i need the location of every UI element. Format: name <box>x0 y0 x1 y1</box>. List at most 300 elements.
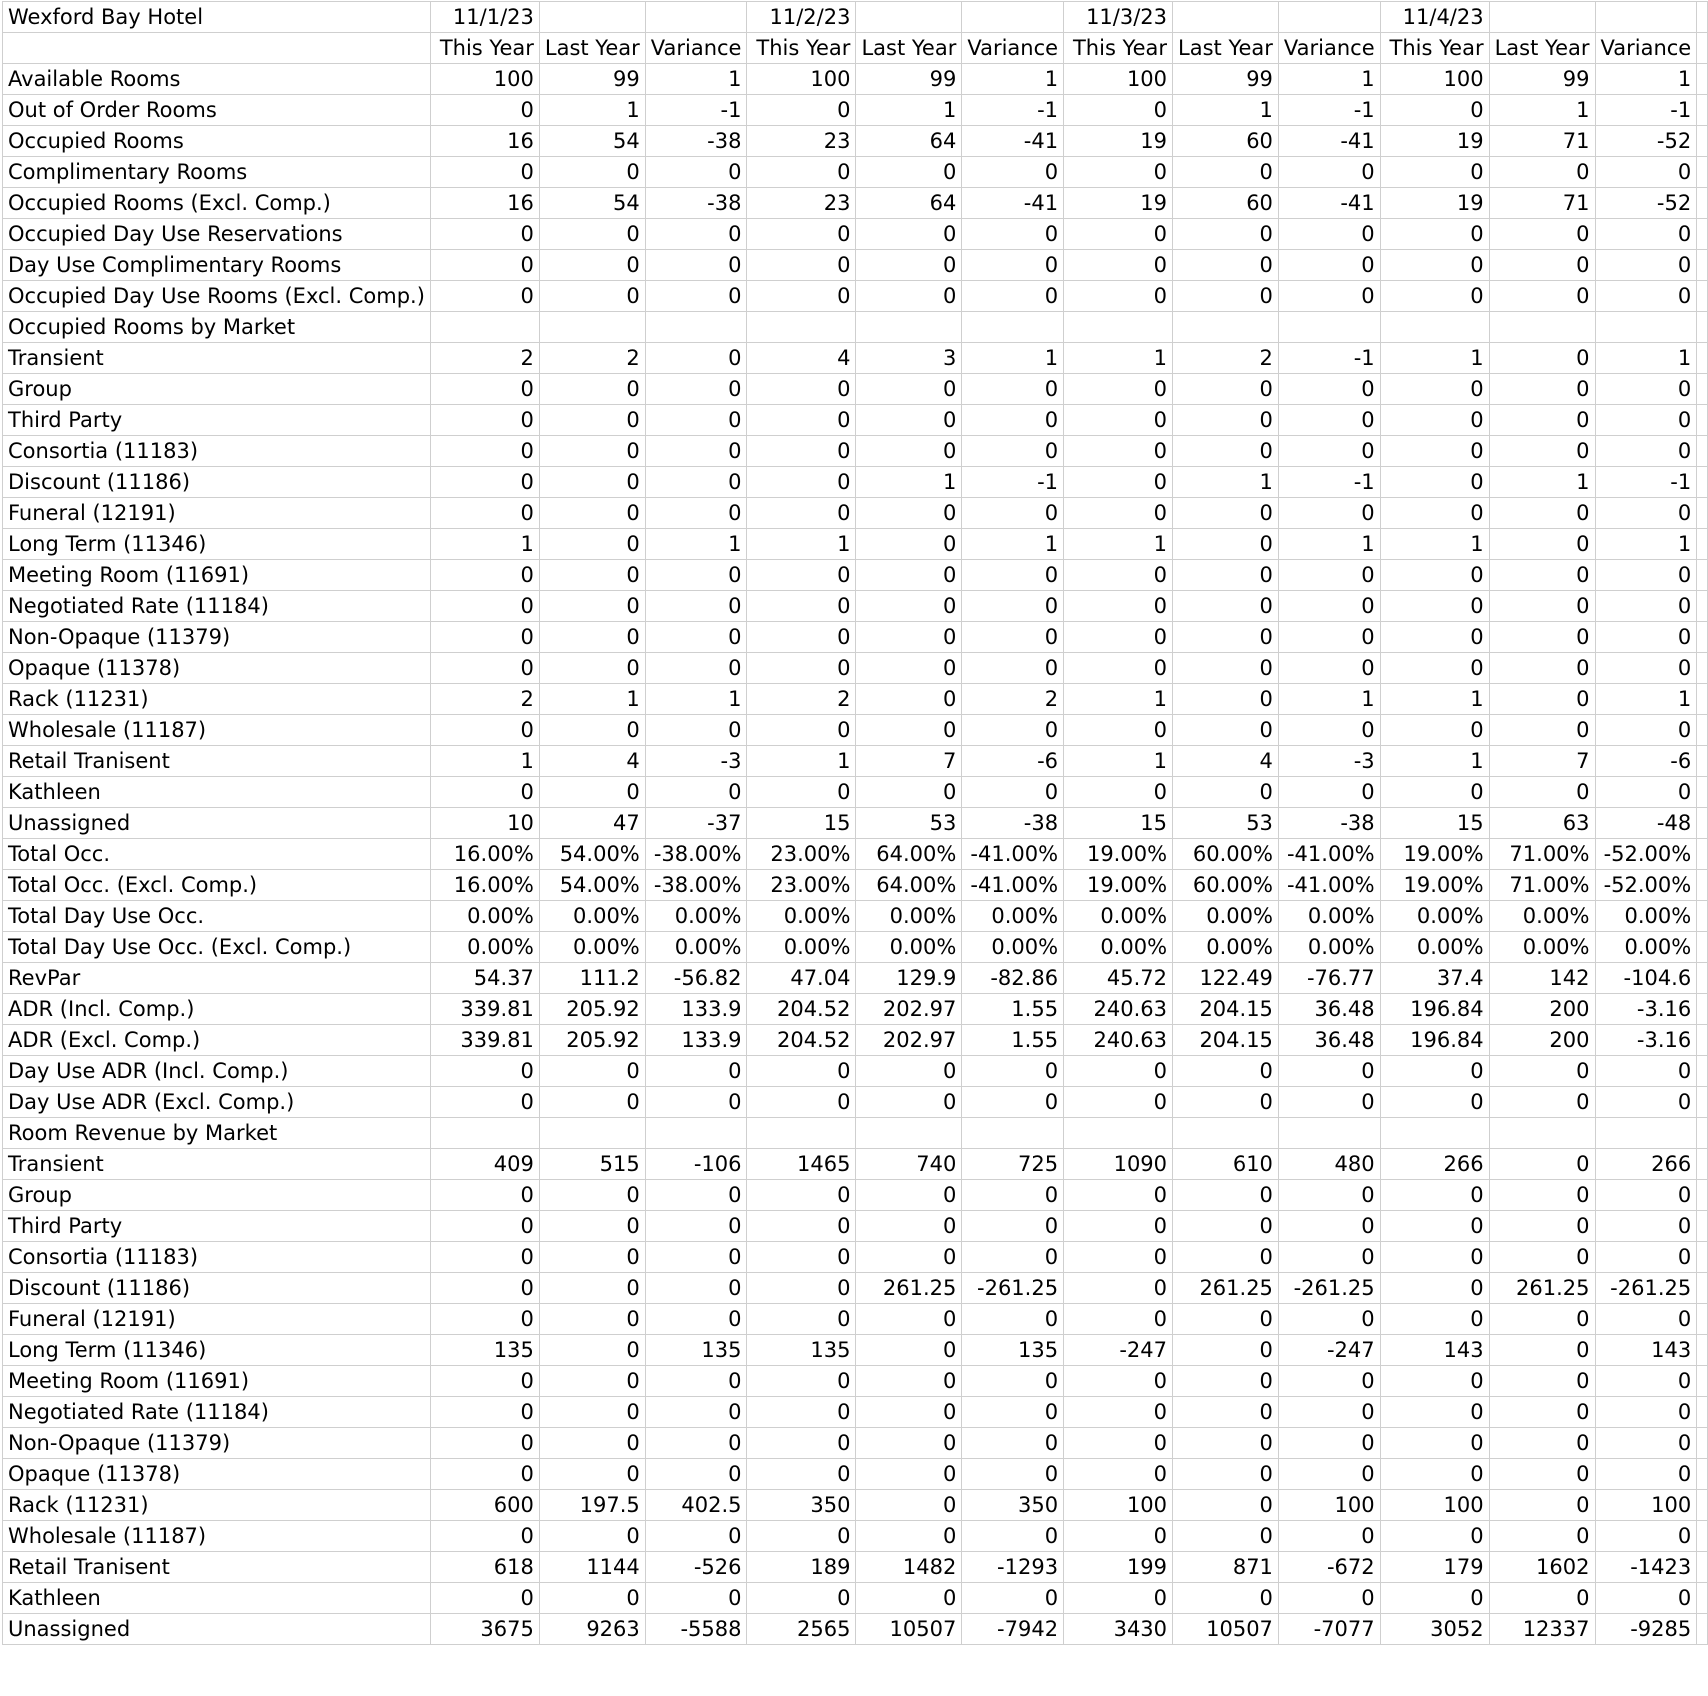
value-cell[interactable]: 0 <box>962 1087 1064 1118</box>
value-cell[interactable]: 0.00% <box>1380 932 1489 963</box>
value-cell[interactable]: 0.00% <box>430 932 539 963</box>
value-cell[interactable]: 1 <box>962 64 1064 95</box>
value-cell[interactable]: 0.00% <box>856 932 962 963</box>
date-header-cell[interactable]: 11/4/23 <box>1380 2 1489 33</box>
value-cell[interactable]: 1 <box>856 95 962 126</box>
value-cell[interactable]: 0 <box>1173 1428 1279 1459</box>
value-cell[interactable]: 0 <box>1380 622 1489 653</box>
value-cell[interactable]: 0.00% <box>1173 901 1279 932</box>
value-cell[interactable]: 0 <box>1489 1521 1595 1552</box>
subheader-cell[interactable]: This Year <box>747 33 856 64</box>
value-cell[interactable]: 1 <box>1380 684 1489 715</box>
value-cell[interactable]: 0 <box>1380 1056 1489 1087</box>
value-cell[interactable]: 100 <box>1595 1490 1697 1521</box>
value-cell[interactable]: 197.5 <box>539 1490 645 1521</box>
value-cell[interactable]: 0 <box>962 498 1064 529</box>
value-cell[interactable]: 0 <box>962 1242 1064 1273</box>
value-cell[interactable]: 0 <box>1278 715 1380 746</box>
value-cell[interactable]: 200 <box>1489 994 1595 1025</box>
value-cell[interactable]: 12337 <box>1489 1614 1595 1645</box>
empty-cell[interactable] <box>1697 64 1708 95</box>
value-cell[interactable]: 0 <box>1380 436 1489 467</box>
value-cell[interactable]: 1 <box>1064 343 1173 374</box>
value-cell[interactable]: 0 <box>539 1366 645 1397</box>
value-cell[interactable]: 0 <box>1064 715 1173 746</box>
value-cell[interactable]: 0 <box>856 1490 962 1521</box>
empty-cell[interactable] <box>1595 2 1697 33</box>
value-cell[interactable]: 0 <box>1064 622 1173 653</box>
value-cell[interactable]: 0 <box>1278 281 1380 312</box>
empty-cell[interactable] <box>1697 1397 1708 1428</box>
value-cell[interactable]: 0 <box>1595 591 1697 622</box>
value-cell[interactable]: 2 <box>430 343 539 374</box>
value-cell[interactable]: 0 <box>747 95 856 126</box>
value-cell[interactable]: 1 <box>1064 684 1173 715</box>
value-cell[interactable]: 0 <box>747 1428 856 1459</box>
empty-cell[interactable] <box>1697 405 1708 436</box>
value-cell[interactable] <box>1278 1118 1380 1149</box>
value-cell[interactable]: 23 <box>747 188 856 219</box>
value-cell[interactable]: 0 <box>430 1459 539 1490</box>
value-cell[interactable]: 2 <box>962 684 1064 715</box>
value-cell[interactable]: 0 <box>1380 715 1489 746</box>
value-cell[interactable]: -672 <box>1278 1552 1380 1583</box>
value-cell[interactable]: 0 <box>856 1335 962 1366</box>
value-cell[interactable]: 0 <box>856 374 962 405</box>
value-cell[interactable]: 0 <box>856 1056 962 1087</box>
value-cell[interactable]: 1 <box>1595 64 1697 95</box>
value-cell[interactable] <box>747 1118 856 1149</box>
value-cell[interactable]: 99 <box>539 64 645 95</box>
value-cell[interactable]: 1 <box>1380 746 1489 777</box>
value-cell[interactable]: 0 <box>1173 374 1279 405</box>
value-cell[interactable]: 2 <box>539 343 645 374</box>
row-label-cell[interactable]: Total Day Use Occ. <box>3 901 431 932</box>
value-cell[interactable]: 0 <box>1489 1180 1595 1211</box>
value-cell[interactable]: 0 <box>1380 95 1489 126</box>
value-cell[interactable]: 0 <box>539 1521 645 1552</box>
value-cell[interactable]: 0 <box>645 436 747 467</box>
value-cell[interactable]: 0.00% <box>1595 932 1697 963</box>
value-cell[interactable]: 0 <box>1278 653 1380 684</box>
value-cell[interactable]: 0 <box>856 281 962 312</box>
value-cell[interactable]: 0 <box>1064 1428 1173 1459</box>
empty-cell[interactable] <box>1697 653 1708 684</box>
value-cell[interactable]: 339.81 <box>430 1025 539 1056</box>
row-label-cell[interactable]: Day Use ADR (Incl. Comp.) <box>3 1056 431 1087</box>
value-cell[interactable]: 53 <box>856 808 962 839</box>
value-cell[interactable]: 0 <box>1278 1056 1380 1087</box>
value-cell[interactable]: 0 <box>747 1056 856 1087</box>
value-cell[interactable] <box>1173 312 1279 343</box>
value-cell[interactable]: 0 <box>1278 498 1380 529</box>
value-cell[interactable]: 0 <box>1064 498 1173 529</box>
value-cell[interactable]: 1 <box>1489 95 1595 126</box>
value-cell[interactable]: 0 <box>1064 219 1173 250</box>
value-cell[interactable]: 0 <box>856 715 962 746</box>
value-cell[interactable]: 0 <box>1278 157 1380 188</box>
value-cell[interactable]: 0 <box>1380 1180 1489 1211</box>
value-cell[interactable]: 0 <box>430 622 539 653</box>
empty-cell[interactable] <box>1697 1490 1708 1521</box>
value-cell[interactable]: 0 <box>747 560 856 591</box>
value-cell[interactable]: 0 <box>962 1304 1064 1335</box>
value-cell[interactable]: 0 <box>645 498 747 529</box>
value-cell[interactable]: -41.00% <box>1278 870 1380 901</box>
value-cell[interactable]: 0 <box>1278 1459 1380 1490</box>
value-cell[interactable]: 1 <box>645 64 747 95</box>
value-cell[interactable]: 0 <box>1595 622 1697 653</box>
value-cell[interactable]: 0 <box>962 1459 1064 1490</box>
value-cell[interactable]: 0 <box>645 1583 747 1614</box>
value-cell[interactable]: 0 <box>1489 1366 1595 1397</box>
value-cell[interactable]: 0 <box>430 653 539 684</box>
value-cell[interactable]: 10 <box>430 808 539 839</box>
value-cell[interactable]: 100 <box>747 64 856 95</box>
value-cell[interactable]: 0 <box>1278 1242 1380 1273</box>
value-cell[interactable]: 0 <box>1380 374 1489 405</box>
row-label-cell[interactable]: Occupied Rooms (Excl. Comp.) <box>3 188 431 219</box>
value-cell[interactable]: 0 <box>1173 219 1279 250</box>
value-cell[interactable]: 0 <box>1173 1087 1279 1118</box>
value-cell[interactable]: 0 <box>1064 281 1173 312</box>
value-cell[interactable]: 0 <box>856 1459 962 1490</box>
value-cell[interactable]: 204.52 <box>747 994 856 1025</box>
value-cell[interactable]: 0 <box>645 343 747 374</box>
value-cell[interactable]: 1144 <box>539 1552 645 1583</box>
value-cell[interactable]: 0 <box>539 1304 645 1335</box>
empty-cell[interactable] <box>539 2 645 33</box>
value-cell[interactable]: 0 <box>962 1180 1064 1211</box>
value-cell[interactable]: 64.00% <box>856 839 962 870</box>
value-cell[interactable]: 4 <box>747 343 856 374</box>
empty-cell[interactable] <box>1697 33 1708 64</box>
value-cell[interactable]: 15 <box>1380 808 1489 839</box>
value-cell[interactable]: -48 <box>1595 808 1697 839</box>
value-cell[interactable]: 0 <box>430 467 539 498</box>
value-cell[interactable]: 0 <box>1380 1087 1489 1118</box>
value-cell[interactable]: 0 <box>747 777 856 808</box>
empty-cell[interactable] <box>1697 467 1708 498</box>
value-cell[interactable]: 0 <box>430 436 539 467</box>
value-cell[interactable]: 99 <box>1489 64 1595 95</box>
value-cell[interactable]: 0 <box>1489 560 1595 591</box>
value-cell[interactable]: 0 <box>747 467 856 498</box>
value-cell[interactable]: -38 <box>1278 808 1380 839</box>
value-cell[interactable]: 0 <box>1278 436 1380 467</box>
value-cell[interactable]: 0 <box>962 250 1064 281</box>
row-label-cell[interactable]: Opaque (11378) <box>3 1459 431 1490</box>
value-cell[interactable]: 0.00% <box>747 932 856 963</box>
value-cell[interactable]: 0 <box>747 1366 856 1397</box>
value-cell[interactable]: 0 <box>747 591 856 622</box>
subheader-cell[interactable]: Variance <box>1595 33 1697 64</box>
value-cell[interactable]: -261.25 <box>962 1273 1064 1304</box>
empty-cell[interactable] <box>856 2 962 33</box>
value-cell[interactable]: 0 <box>747 715 856 746</box>
value-cell[interactable]: 0 <box>430 1087 539 1118</box>
row-label-cell[interactable]: Meeting Room (11691) <box>3 560 431 591</box>
empty-cell[interactable] <box>1697 1335 1708 1366</box>
date-header-cell[interactable]: 11/3/23 <box>1064 2 1173 33</box>
value-cell[interactable]: 0 <box>1489 1242 1595 1273</box>
empty-cell[interactable] <box>1489 2 1595 33</box>
value-cell[interactable]: 53 <box>1173 808 1279 839</box>
value-cell[interactable]: 0 <box>1380 405 1489 436</box>
value-cell[interactable]: 60.00% <box>1173 839 1279 870</box>
value-cell[interactable]: 0 <box>1380 1366 1489 1397</box>
value-cell[interactable]: 0 <box>962 1056 1064 1087</box>
value-cell[interactable]: -6 <box>1595 746 1697 777</box>
value-cell[interactable]: 0 <box>539 591 645 622</box>
value-cell[interactable]: 100 <box>430 64 539 95</box>
value-cell[interactable]: 64 <box>856 126 962 157</box>
empty-cell[interactable] <box>1697 1304 1708 1335</box>
value-cell[interactable]: 871 <box>1173 1552 1279 1583</box>
subheader-cell[interactable]: This Year <box>1064 33 1173 64</box>
value-cell[interactable]: 0 <box>1489 1149 1595 1180</box>
value-cell[interactable]: 0 <box>430 1211 539 1242</box>
value-cell[interactable]: 0 <box>1064 157 1173 188</box>
row-label-cell[interactable]: Consortia (11183) <box>3 436 431 467</box>
empty-cell[interactable] <box>1697 1211 1708 1242</box>
value-cell[interactable]: 129.9 <box>856 963 962 994</box>
value-cell[interactable]: 3052 <box>1380 1614 1489 1645</box>
empty-cell[interactable] <box>1697 870 1708 901</box>
empty-cell[interactable] <box>1697 188 1708 219</box>
value-cell[interactable]: 0 <box>539 715 645 746</box>
value-cell[interactable]: 0 <box>430 560 539 591</box>
value-cell[interactable]: 0 <box>1489 343 1595 374</box>
value-cell[interactable]: 143 <box>1595 1335 1697 1366</box>
value-cell[interactable]: 143 <box>1380 1335 1489 1366</box>
value-cell[interactable]: 0 <box>539 498 645 529</box>
value-cell[interactable]: 0 <box>962 1428 1064 1459</box>
empty-cell[interactable] <box>1697 1273 1708 1304</box>
value-cell[interactable]: 0 <box>1173 157 1279 188</box>
value-cell[interactable]: 0 <box>645 1428 747 1459</box>
empty-cell[interactable] <box>1697 281 1708 312</box>
date-header-cell[interactable]: 11/1/23 <box>430 2 539 33</box>
value-cell[interactable]: 0 <box>962 219 1064 250</box>
value-cell[interactable]: 0 <box>539 560 645 591</box>
row-label-cell[interactable]: Kathleen <box>3 777 431 808</box>
empty-cell[interactable] <box>1697 932 1708 963</box>
value-cell[interactable]: -9285 <box>1595 1614 1697 1645</box>
value-cell[interactable]: 0 <box>962 281 1064 312</box>
value-cell[interactable]: 0 <box>1489 529 1595 560</box>
value-cell[interactable]: 0 <box>539 281 645 312</box>
value-cell[interactable]: 0 <box>1489 436 1595 467</box>
value-cell[interactable]: -41.00% <box>962 870 1064 901</box>
value-cell[interactable]: 0 <box>1278 622 1380 653</box>
row-label-cell[interactable]: Non-Opaque (11379) <box>3 1428 431 1459</box>
value-cell[interactable]: 23.00% <box>747 870 856 901</box>
value-cell[interactable]: 0 <box>1064 1397 1173 1428</box>
value-cell[interactable] <box>645 312 747 343</box>
value-cell[interactable]: 60.00% <box>1173 870 1279 901</box>
value-cell[interactable]: 1 <box>856 467 962 498</box>
value-cell[interactable]: 54 <box>539 126 645 157</box>
empty-cell[interactable] <box>1697 1180 1708 1211</box>
row-label-cell[interactable]: Occupied Rooms by Market <box>3 312 431 343</box>
value-cell[interactable]: 0 <box>962 591 1064 622</box>
value-cell[interactable]: 19.00% <box>1064 870 1173 901</box>
empty-cell[interactable] <box>1697 1459 1708 1490</box>
row-label-cell[interactable]: Discount (11186) <box>3 1273 431 1304</box>
value-cell[interactable]: -52.00% <box>1595 870 1697 901</box>
value-cell[interactable]: 0 <box>962 374 1064 405</box>
value-cell[interactable]: 0 <box>1064 374 1173 405</box>
value-cell[interactable]: 0 <box>1595 715 1697 746</box>
value-cell[interactable]: 0 <box>1595 1180 1697 1211</box>
empty-cell[interactable] <box>1697 560 1708 591</box>
value-cell[interactable]: 0 <box>1173 1304 1279 1335</box>
value-cell[interactable]: -3 <box>645 746 747 777</box>
value-cell[interactable]: 0 <box>1595 1459 1697 1490</box>
value-cell[interactable]: 2 <box>430 684 539 715</box>
value-cell[interactable]: 0 <box>1595 219 1697 250</box>
date-header-cell[interactable]: 11/2/23 <box>747 2 856 33</box>
value-cell[interactable]: 0 <box>1064 1180 1173 1211</box>
subheader-cell[interactable]: Variance <box>962 33 1064 64</box>
value-cell[interactable]: 0.00% <box>645 901 747 932</box>
value-cell[interactable]: 0 <box>1173 1521 1279 1552</box>
value-cell[interactable]: 0 <box>856 1397 962 1428</box>
value-cell[interactable]: 0.00% <box>1380 901 1489 932</box>
value-cell[interactable]: 0 <box>962 1366 1064 1397</box>
empty-cell[interactable] <box>1697 312 1708 343</box>
empty-cell[interactable] <box>1697 1087 1708 1118</box>
value-cell[interactable]: 1 <box>539 95 645 126</box>
value-cell[interactable]: 0 <box>856 1180 962 1211</box>
empty-cell[interactable] <box>1697 1242 1708 1273</box>
row-label-cell[interactable]: Day Use Complimentary Rooms <box>3 250 431 281</box>
value-cell[interactable]: 0 <box>1380 1273 1489 1304</box>
value-cell[interactable]: 1 <box>1380 343 1489 374</box>
value-cell[interactable]: 0 <box>430 1397 539 1428</box>
value-cell[interactable]: 1 <box>747 746 856 777</box>
value-cell[interactable]: 0 <box>1595 374 1697 405</box>
value-cell[interactable]: 0 <box>1064 1242 1173 1273</box>
value-cell[interactable]: 0 <box>645 591 747 622</box>
value-cell[interactable]: 205.92 <box>539 994 645 1025</box>
value-cell[interactable]: -261.25 <box>1278 1273 1380 1304</box>
value-cell[interactable]: 0 <box>962 777 1064 808</box>
value-cell[interactable]: 0 <box>1380 1397 1489 1428</box>
value-cell[interactable]: 0 <box>856 777 962 808</box>
value-cell[interactable]: 2565 <box>747 1614 856 1645</box>
value-cell[interactable]: 200 <box>1489 1025 1595 1056</box>
value-cell[interactable]: 0 <box>1173 498 1279 529</box>
row-label-cell[interactable]: Opaque (11378) <box>3 653 431 684</box>
value-cell[interactable]: 0.00% <box>1064 932 1173 963</box>
value-cell[interactable]: 0 <box>645 1366 747 1397</box>
row-label-cell[interactable]: Negotiated Rate (11184) <box>3 1397 431 1428</box>
value-cell[interactable]: -41.00% <box>962 839 1064 870</box>
value-cell[interactable]: 47.04 <box>747 963 856 994</box>
value-cell[interactable]: 350 <box>962 1490 1064 1521</box>
value-cell[interactable]: 600 <box>430 1490 539 1521</box>
value-cell[interactable]: 1 <box>1173 467 1279 498</box>
value-cell[interactable]: 0 <box>747 1087 856 1118</box>
value-cell[interactable]: 0 <box>1173 1056 1279 1087</box>
value-cell[interactable]: 19 <box>1064 126 1173 157</box>
row-label-cell[interactable]: Available Rooms <box>3 64 431 95</box>
row-label-cell[interactable]: ADR (Excl. Comp.) <box>3 1025 431 1056</box>
value-cell[interactable]: -52 <box>1595 126 1697 157</box>
value-cell[interactable]: 261.25 <box>1489 1273 1595 1304</box>
value-cell[interactable]: 0 <box>1278 1583 1380 1614</box>
value-cell[interactable]: -1 <box>1595 467 1697 498</box>
value-cell[interactable]: 0 <box>645 1056 747 1087</box>
value-cell[interactable]: 0 <box>645 281 747 312</box>
value-cell[interactable]: -5588 <box>645 1614 747 1645</box>
value-cell[interactable]: 0 <box>539 1428 645 1459</box>
value-cell[interactable]: -104.6 <box>1595 963 1697 994</box>
value-cell[interactable]: 0 <box>856 684 962 715</box>
value-cell[interactable]: 0 <box>645 1087 747 1118</box>
empty-cell[interactable] <box>1697 1056 1708 1087</box>
empty-cell[interactable] <box>1697 1614 1708 1645</box>
value-cell[interactable]: 0 <box>1489 622 1595 653</box>
value-cell[interactable]: 19.00% <box>1380 870 1489 901</box>
value-cell[interactable]: 1 <box>645 684 747 715</box>
empty-cell[interactable] <box>1278 2 1380 33</box>
value-cell[interactable]: 0 <box>1173 1180 1279 1211</box>
value-cell[interactable]: 100 <box>1380 1490 1489 1521</box>
value-cell[interactable]: 0 <box>539 622 645 653</box>
value-cell[interactable]: 0 <box>539 1087 645 1118</box>
row-label-cell[interactable]: Complimentary Rooms <box>3 157 431 188</box>
value-cell[interactable]: 1.55 <box>962 1025 1064 1056</box>
value-cell[interactable]: 16 <box>430 188 539 219</box>
value-cell[interactable]: 409 <box>430 1149 539 1180</box>
value-cell[interactable]: -1 <box>962 95 1064 126</box>
value-cell[interactable] <box>539 312 645 343</box>
value-cell[interactable]: 63 <box>1489 808 1595 839</box>
value-cell[interactable]: 0 <box>1278 1521 1380 1552</box>
value-cell[interactable]: 0 <box>962 436 1064 467</box>
value-cell[interactable]: 0.00% <box>1278 901 1380 932</box>
value-cell[interactable]: 0 <box>430 281 539 312</box>
value-cell[interactable]: -41.00% <box>1278 839 1380 870</box>
value-cell[interactable]: 1090 <box>1064 1149 1173 1180</box>
value-cell[interactable]: 0 <box>747 1273 856 1304</box>
value-cell[interactable]: 0 <box>645 157 747 188</box>
value-cell[interactable]: 7 <box>1489 746 1595 777</box>
row-label-cell[interactable]: Wholesale (11187) <box>3 1521 431 1552</box>
value-cell[interactable]: -3 <box>1278 746 1380 777</box>
value-cell[interactable]: 261.25 <box>856 1273 962 1304</box>
value-cell[interactable]: 0 <box>962 1583 1064 1614</box>
value-cell[interactable]: 100 <box>1380 64 1489 95</box>
row-label-cell[interactable]: RevPar <box>3 963 431 994</box>
value-cell[interactable]: 0 <box>1380 653 1489 684</box>
value-cell[interactable]: 0 <box>1489 715 1595 746</box>
value-cell[interactable]: 0 <box>1278 1428 1380 1459</box>
empty-cell[interactable] <box>1697 808 1708 839</box>
value-cell[interactable]: 10507 <box>1173 1614 1279 1645</box>
value-cell[interactable]: 1 <box>430 529 539 560</box>
value-cell[interactable]: 0 <box>645 1211 747 1242</box>
value-cell[interactable]: 0 <box>1489 157 1595 188</box>
value-cell[interactable]: 189 <box>747 1552 856 1583</box>
value-cell[interactable]: 0 <box>1595 1087 1697 1118</box>
value-cell[interactable] <box>1064 1118 1173 1149</box>
value-cell[interactable]: 3 <box>856 343 962 374</box>
value-cell[interactable]: 0 <box>856 1583 962 1614</box>
